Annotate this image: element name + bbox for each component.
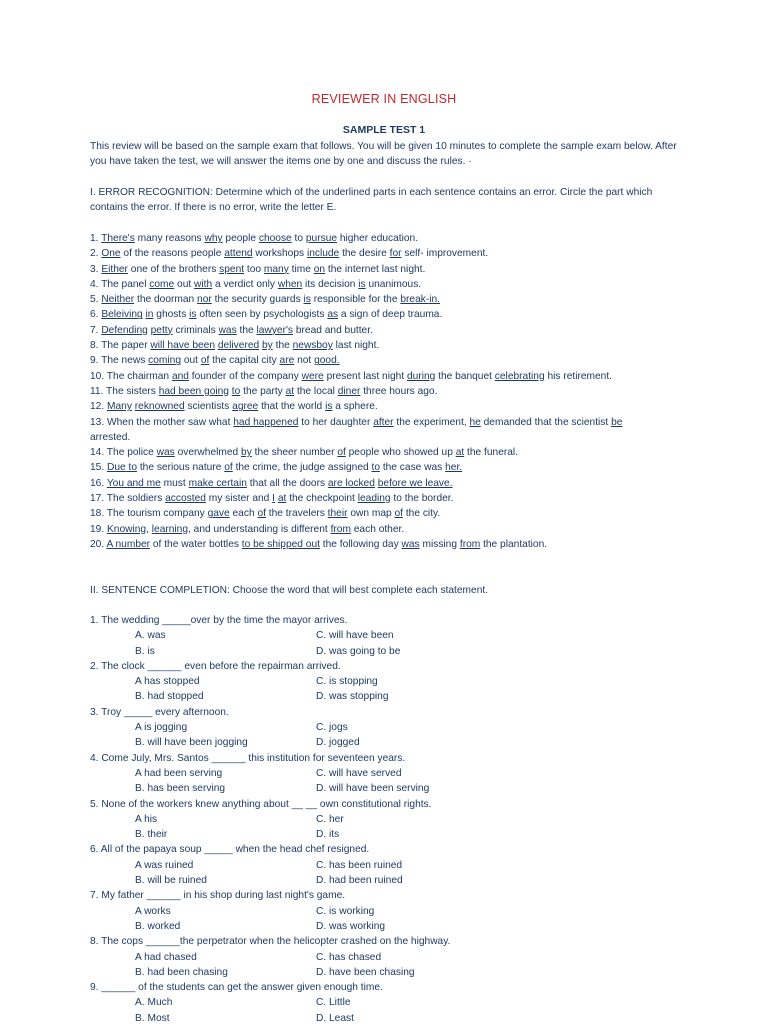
item-text: that the world (258, 401, 326, 413)
error-item (90, 277, 650, 292)
underlined-part: come (149, 278, 175, 290)
item-text: 3. (90, 263, 102, 275)
answer-option: D. Least (316, 1012, 354, 1024)
item-text: , (146, 523, 152, 535)
underlined-part: of (224, 462, 233, 474)
underlined-part: at (455, 447, 465, 459)
answer-option: C. is working (316, 905, 375, 917)
underlined-part: from (330, 523, 351, 535)
item-text: my sister and (205, 493, 273, 505)
underlined-part: after (373, 416, 394, 428)
underlined-part: of (257, 508, 266, 520)
underlined-part: good. (314, 355, 340, 367)
underlined-part: of (394, 508, 403, 520)
item-text: 12. (90, 401, 107, 413)
item-text: 15. (90, 462, 107, 474)
item-text: 5. (90, 294, 102, 306)
item-text: the desire (339, 248, 390, 260)
item-text: a verdict only (212, 278, 278, 290)
item-text: 11. The sisters (90, 385, 159, 397)
underlined-part: was (401, 538, 420, 550)
item-text: the experiment, (393, 416, 470, 428)
answer-option: D. jogged (316, 737, 360, 749)
item-text: 18. The tourism company (90, 508, 208, 520)
item-text: self- improvement. (401, 248, 489, 260)
underlined-part: make certain (188, 477, 247, 489)
error-recognition-list (90, 231, 650, 552)
underlined-part: when (277, 278, 303, 290)
item-text: the case was (379, 462, 446, 474)
item-text: the city. (403, 508, 441, 520)
answer-option: C. has chased (316, 951, 382, 963)
item-text: demanded that the scientist (480, 416, 612, 428)
item-text: the funeral. (464, 447, 519, 459)
option-row (90, 995, 650, 1010)
underlined-part: for (389, 248, 402, 260)
item-text: the security guards (211, 294, 304, 306)
item-text: to her daughter (298, 416, 374, 428)
answer-option: B. will have been jogging (135, 737, 248, 749)
item-text: higher education. (337, 233, 419, 244)
answer-option: A has stopped (135, 676, 200, 688)
item-text: the sheer number (251, 447, 338, 459)
answer-option: D. was working (316, 920, 386, 932)
underlined-part: diner (337, 385, 361, 397)
answer-option: A had chased (135, 951, 197, 963)
error-item (90, 399, 650, 414)
answer-option: B. worked (135, 920, 181, 932)
underlined-part: break-in. (400, 294, 440, 306)
answer-option: B. has been serving (135, 783, 226, 795)
item-text: founder of the company (188, 370, 302, 382)
underlined-part: will have been (150, 340, 215, 352)
error-item (90, 476, 650, 491)
underlined-part: her. (445, 462, 463, 474)
underlined-part: on (313, 263, 326, 275)
answer-option: A his (135, 813, 158, 825)
section1-heading: I. ERROR RECOGNITION: Determine which of the underlined parts in each sentence contains an error. Circle the part which contains the error. If there is no error, write the letter E. (90, 187, 653, 214)
item-text: to the border. (390, 493, 454, 505)
question-text: 2. The clock ______ even before the repairman arrived. (90, 660, 341, 672)
item-text: 16. (90, 477, 107, 489)
item-text: own map (347, 508, 395, 520)
option-row (90, 904, 650, 919)
underlined-part: Knowing (107, 523, 147, 535)
underlined-part: with (194, 278, 213, 290)
underlined-part: is (325, 401, 333, 413)
item-text: the following day (319, 538, 402, 550)
underlined-part: There's (101, 233, 135, 244)
question-text: 6. All of the papaya soup _____ when the head chef resigned. (90, 844, 370, 856)
item-text: 20. (90, 538, 107, 550)
item-text: of the water bottles (150, 538, 242, 550)
item-text: the serious nature (137, 462, 225, 474)
underlined-part: coming (148, 355, 181, 367)
underlined-part: pursue (305, 233, 338, 244)
underlined-part: agree (232, 401, 259, 413)
item-text: the doorman (134, 294, 198, 306)
item-text: not (294, 355, 315, 367)
answer-option: B. had stopped (135, 691, 204, 703)
option-row (90, 766, 650, 781)
item-text: bread and butter. (293, 324, 373, 336)
underlined-part: spent (219, 263, 245, 275)
item-text: the (272, 340, 293, 352)
option-row (90, 873, 650, 888)
section2-heading: II. SENTENCE COMPLETION: Choose the word that will best complete each statement. (90, 585, 489, 596)
answer-option: B. had been chasing (135, 966, 228, 978)
document-title: REVIEWER IN ENGLISH (311, 92, 457, 106)
item-text: often seen by psychologists (196, 309, 328, 321)
item-text: a sphere. (332, 401, 378, 413)
option-row (90, 689, 650, 704)
underlined-part: are locked (327, 477, 375, 489)
underlined-part: accosted (165, 493, 206, 505)
error-item (90, 460, 650, 475)
item-text: people (222, 233, 259, 244)
error-item (90, 537, 650, 552)
item-text: overwhelmed (174, 447, 242, 459)
item-text: 19. (90, 523, 107, 535)
underlined-part: by (241, 447, 252, 459)
answer-option: B. will be ruined (135, 875, 207, 887)
error-item (90, 231, 650, 246)
option-row (90, 812, 650, 827)
underlined-part: during (406, 370, 436, 382)
answer-option: D. had been ruined (316, 875, 403, 887)
error-item (90, 246, 650, 261)
item-text: the local (294, 385, 338, 397)
item-text: the party (240, 385, 286, 397)
underlined-part: of (337, 447, 346, 459)
error-item (90, 506, 650, 521)
underlined-part: delivered (217, 340, 260, 352)
item-text: each (229, 508, 258, 520)
underlined-part: One (101, 248, 121, 260)
answer-option: D. will have been serving (316, 783, 430, 795)
question-text: 4. Come July, Mrs. Santos ______ this institution for seventeen years. (90, 752, 406, 764)
answer-option: C. has been ruined (316, 859, 403, 871)
item-text: time (288, 263, 314, 275)
underlined-part: as (327, 309, 339, 321)
underlined-part: I (272, 493, 276, 505)
item-text: missing (419, 538, 460, 550)
error-item (90, 338, 650, 353)
error-item (90, 491, 650, 506)
option-row (90, 644, 650, 659)
underlined-part: to (371, 462, 380, 474)
item-text: the plantation. (480, 538, 548, 550)
item-text: unanimous. (365, 278, 422, 290)
answer-option: A. Much (135, 997, 173, 1009)
underlined-part: Many (107, 401, 132, 413)
answer-option: A works (135, 905, 171, 917)
error-item (90, 522, 650, 537)
item-text: of the reasons people (120, 248, 225, 260)
underlined-part: Beleiving (101, 309, 143, 321)
answer-option: D. have been chasing (316, 966, 415, 978)
underlined-part: was (218, 324, 237, 336)
underlined-part: before we leave. (377, 477, 453, 489)
item-text: out (180, 355, 201, 367)
underlined-part: Neither (101, 294, 135, 306)
item-text: that all the doors (246, 477, 328, 489)
item-text: the travelers (265, 508, 328, 520)
item-text: to (291, 233, 306, 244)
item-text: one of the brothers (127, 263, 220, 275)
option-row (90, 720, 650, 735)
item-text: out (174, 278, 195, 290)
answer-option: A was ruined (135, 859, 194, 871)
underlined-part: petty (150, 324, 173, 336)
underlined-part: celebrating (494, 370, 545, 382)
underlined-part: reknowned (134, 401, 185, 413)
underlined-part: to be shipped out (241, 538, 320, 550)
item-text: 4. The panel (90, 278, 150, 290)
item-text: must (160, 477, 189, 489)
option-row (90, 735, 650, 750)
answer-option: A. was (135, 630, 166, 642)
item-text: the internet last night. (325, 263, 426, 275)
underlined-part: their (327, 508, 348, 520)
underlined-part: newsboy (292, 340, 333, 352)
option-row (90, 950, 650, 965)
item-text: people who showed up (345, 447, 456, 459)
underlined-part: were (301, 370, 324, 382)
option-row (90, 674, 650, 689)
underlined-part: is (358, 278, 366, 290)
item-text: 1. (90, 233, 102, 244)
item-text: workshops (252, 248, 307, 260)
answer-option: C. will have served (316, 767, 402, 779)
answer-option: A had been serving (135, 767, 223, 779)
option-row (90, 965, 650, 980)
question-text: 7. My father ______ in his shop during last night's game. (90, 890, 346, 902)
error-item (90, 353, 650, 368)
underlined-part: at (277, 493, 287, 505)
underlined-part: and (171, 370, 189, 382)
underlined-part: in (145, 309, 154, 321)
option-row (90, 858, 650, 873)
underlined-part: from (459, 538, 481, 550)
item-text: arrested. (90, 431, 131, 443)
item-text: its decision (302, 278, 359, 290)
answer-option: D. its (316, 829, 340, 841)
item-text: responsible for the (310, 294, 401, 306)
item-text: each other. (350, 523, 405, 535)
underlined-part: A number (106, 538, 151, 550)
underlined-part: include (306, 248, 340, 260)
underlined-part: he (469, 416, 481, 428)
item-text: the checkpoint (286, 493, 358, 505)
underlined-part: by (262, 340, 273, 352)
item-text: three hours ago. (360, 385, 438, 397)
question-text: 5. None of the workers knew anything about __ __ own constitutional rights. (90, 798, 432, 810)
answer-option: D. was going to be (316, 645, 401, 657)
answer-option: C. Little (316, 997, 351, 1009)
underlined-part: attend (224, 248, 253, 260)
intro-paragraph: This review will be based on the sample exam that follows. You will be given 10 minutes to complete the sample exam below. After you have taken the test, we will answer the items one by one and discuss the rules. · (90, 141, 677, 168)
underlined-part: Either (101, 263, 128, 275)
error-item (90, 307, 650, 322)
question-text: 8. The cops ______the perpetrator when the helicopter crashed on the highway. (90, 936, 451, 948)
option-row (90, 628, 650, 643)
item-text: too (244, 263, 264, 275)
question-text: 9. ______ of the students can get the answer given enough time. (90, 982, 383, 994)
underlined-part: had been going (158, 385, 229, 397)
item-text: criminals (172, 324, 219, 336)
underlined-part: was (156, 447, 175, 459)
item-text: 13. When the mother saw what (90, 416, 234, 428)
error-item (90, 262, 650, 277)
answer-option: B. their (135, 829, 168, 841)
underlined-part: are (279, 355, 295, 367)
question-text: 1. The wedding _____over by the time the mayor arrives. (90, 615, 348, 626)
item-text: 6. (90, 309, 102, 321)
underlined-part: many (263, 263, 289, 275)
error-item (90, 292, 650, 307)
underlined-part: learning (151, 523, 189, 535)
underlined-part: You and me (106, 477, 161, 489)
error-item (90, 369, 650, 384)
underlined-part: Defending (101, 324, 148, 336)
error-item (90, 445, 650, 460)
answer-option: D. was stopping (316, 691, 389, 703)
answer-option: C. jogs (316, 722, 348, 734)
underlined-part: choose (258, 233, 292, 244)
underlined-part: lawyer's (256, 324, 294, 336)
underlined-part: nor (197, 294, 212, 306)
item-text: the crime, the judge assigned (232, 462, 372, 474)
answer-option: C. is stopping (316, 676, 378, 688)
item-text: many reasons (134, 233, 205, 244)
underlined-part: of (200, 355, 210, 367)
item-text: , and understanding is different (188, 523, 331, 535)
item-text: 7. (90, 324, 102, 336)
error-item (90, 323, 650, 338)
underlined-part: had happened (233, 416, 299, 428)
underlined-part: gave (207, 508, 230, 520)
error-item (90, 415, 650, 446)
item-text: his retirement. (544, 370, 613, 382)
underlined-part: be (611, 416, 623, 428)
document-subtitle: SAMPLE TEST 1 (342, 124, 426, 136)
item-text: 9. The news (90, 355, 149, 367)
option-row (90, 919, 650, 934)
answer-option: C. her (316, 813, 344, 825)
item-text: the (236, 324, 257, 336)
option-row (90, 827, 650, 842)
item-text: the capital city (209, 355, 280, 367)
underlined-part: at (285, 385, 295, 397)
item-text: scientists (184, 401, 233, 413)
option-row (90, 781, 650, 796)
item-text: 14. The police (90, 447, 157, 459)
item-text: a sign of deep trauma. (338, 309, 443, 321)
answer-option: A is jogging (135, 722, 188, 734)
error-item (90, 384, 650, 399)
underlined-part: leading (357, 493, 391, 505)
item-text: the banquet (435, 370, 495, 382)
item-text: 8. The paper (90, 340, 151, 352)
underlined-part: why (204, 233, 223, 244)
answer-option: B. is (135, 645, 155, 657)
item-text: 10. The chairman (90, 370, 172, 382)
item-text: 17. The soldiers (90, 493, 166, 505)
underlined-part: is (303, 294, 311, 306)
item-text: present last night (323, 370, 407, 382)
sentence-completion-list (90, 613, 650, 1026)
answer-option: B. Most (135, 1012, 170, 1024)
item-text: 2. (90, 248, 102, 260)
underlined-part: Due to (107, 462, 138, 474)
question-text: 3. Troy _____ every afternoon. (90, 706, 229, 718)
underlined-part: is (189, 309, 197, 321)
underlined-part: to (231, 385, 241, 397)
item-text: ghosts (153, 309, 190, 321)
item-text: last night. (332, 340, 380, 352)
answer-option: C. will have been (316, 630, 394, 642)
